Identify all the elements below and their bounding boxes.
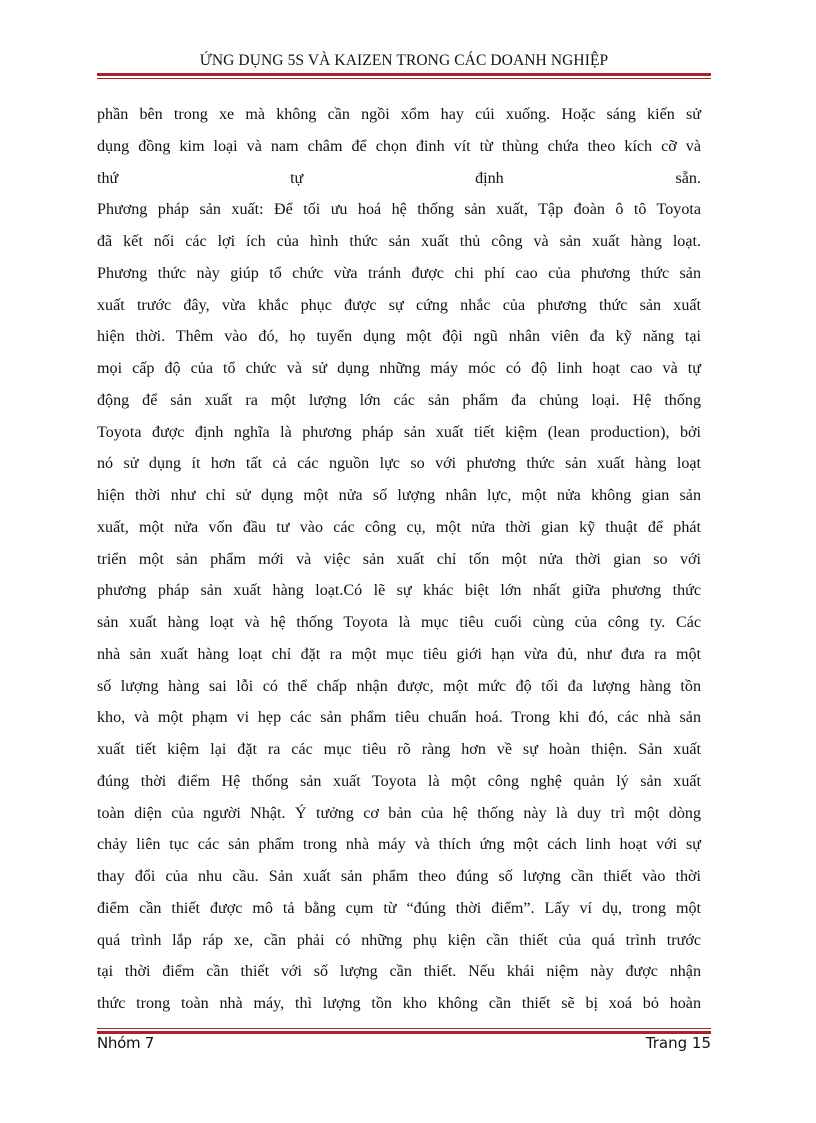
word: thứ <box>97 169 119 187</box>
text-line: nhà sản xuất hàng loạt chỉ đặt ra một mục tiêu giới hạn vừa đủ, như đưa ra một <box>97 645 701 663</box>
text-line: triển một sản phẩm mới và việc sản xuất chỉ tốn một nửa thời gian so với <box>97 550 701 568</box>
text-line: kho, và một phạm vi hẹp các sản phẩm tiêu chuẩn hoá. Trong khi đó, các nhà sản <box>97 709 701 727</box>
page-header-title: ỨNG DỤNG 5S VÀ KAIZEN TRONG CÁC DOANH NGHIỆP <box>199 52 609 69</box>
footer-rule-thick <box>97 1031 711 1034</box>
text-line: đã kết nối các lợi ích của hình thức sản xuất thủ công và sản xuất hàng loạt. <box>97 233 701 250</box>
text-line: hiện thời như chỉ sử dụng một nửa số lượng nhân lực, một nửa không gian sản <box>97 487 701 504</box>
footer-group-name: Nhóm 7 <box>97 1034 155 1052</box>
word: tự <box>290 169 304 187</box>
text-line: phương pháp sản xuất hàng loạt.Có lẽ sự khác biệt lớn nhất giữa phương thức <box>97 582 701 600</box>
text-line: thức trong toàn nhà máy, thì lượng tồn kho không cần thiết sẽ bị xoá bỏ hoàn <box>97 995 701 1012</box>
text-line: Phương pháp sản xuất: Để tối ưu hoá hệ thống sản xuất, Tập đoàn ô tô Toyota <box>97 201 701 219</box>
footer-rule-thin <box>97 1028 711 1029</box>
text-line: thay đổi của nhu cầu. Sản xuất sản phẩm theo đúng số lượng cần thiết vào thời <box>97 868 701 885</box>
text-line: điểm cần thiết được mô tả bằng cụm từ “đúng thời điểm”. Lấy ví dụ, trong một <box>97 899 701 917</box>
text-line: đúng thời điểm Hệ thống sản xuất Toyota là một công nghệ quản lý sản xuất <box>97 772 701 790</box>
word: định <box>475 169 504 187</box>
text-line: dụng đồng kim loại và nam châm để chọn đinh vít từ thùng chứa theo kích cỡ và <box>97 137 701 155</box>
text-line: động để sản xuất ra một lượng lớn các sản phẩm đa chủng loại. Hệ thống <box>97 391 701 409</box>
header-rule-thick <box>97 73 711 76</box>
text-line: Toyota được định nghĩa là phương pháp sản xuất tiết kiệm (lean production), bởi <box>97 423 701 441</box>
text-line: tại thời điểm cần thiết với số lượng cần thiết. Nếu khái niệm này được nhận <box>97 963 701 981</box>
text-line: mọi cấp độ của tổ chức và sử dụng những máy móc có độ linh hoạt cao và tự <box>97 360 701 377</box>
text-line: số lượng hàng sai lỗi có thể chấp nhận được, một mức độ tối đa lượng hàng tồn <box>97 677 701 695</box>
text-line: quá trình lắp ráp xe, cần phải có những phụ kiện cần thiết của quá trình trước <box>97 931 701 949</box>
text-line: xuất tiết kiệm lại đặt ra các mục tiêu rõ ràng hơn về sự hoàn thiện. Sản xuất <box>97 741 701 758</box>
text-line: toàn diện của người Nhật. Ý tưởng cơ bản của hệ thống này là duy trì một dòng <box>97 804 701 822</box>
footer-page-number: Trang 15 <box>645 1034 711 1052</box>
text-line: chảy liên tục các sản phẩm trong nhà máy và thích ứng một cách linh hoạt với sự <box>97 836 701 854</box>
text-line: xuất trước đây, vừa khắc phục được sự cứng nhắc của phương thức sản xuất <box>97 296 701 314</box>
word: sẵn. <box>675 169 701 187</box>
text-line: nó sử dụng ít hơn tất cả các nguồn lực so với phương thức sản xuất hàng loạt <box>97 455 701 473</box>
body-text <box>97 99 701 1020</box>
text-line: phần bên trong xe mà không cần ngồi xổm hay cúi xuống. Hoặc sáng kiến sử <box>97 106 701 123</box>
text-line: sản xuất hàng loạt và hệ thống Toyota là mục tiêu cuối cùng của công ty. Các <box>97 614 701 631</box>
text-line: hiện thời. Thêm vào đó, họ tuyển dụng một đội ngũ nhân viên đa kỹ năng tại <box>97 328 701 346</box>
text-line: Phương thức này giúp tổ chức vừa tránh được chi phí cao của phương thức sản <box>97 264 701 282</box>
text-line: xuất, một nửa vốn đầu tư vào các công cụ, một nửa thời gian kỹ thuật để phát <box>97 518 701 536</box>
header-rule-thin <box>97 78 711 79</box>
text-line-spaced <box>97 163 701 195</box>
